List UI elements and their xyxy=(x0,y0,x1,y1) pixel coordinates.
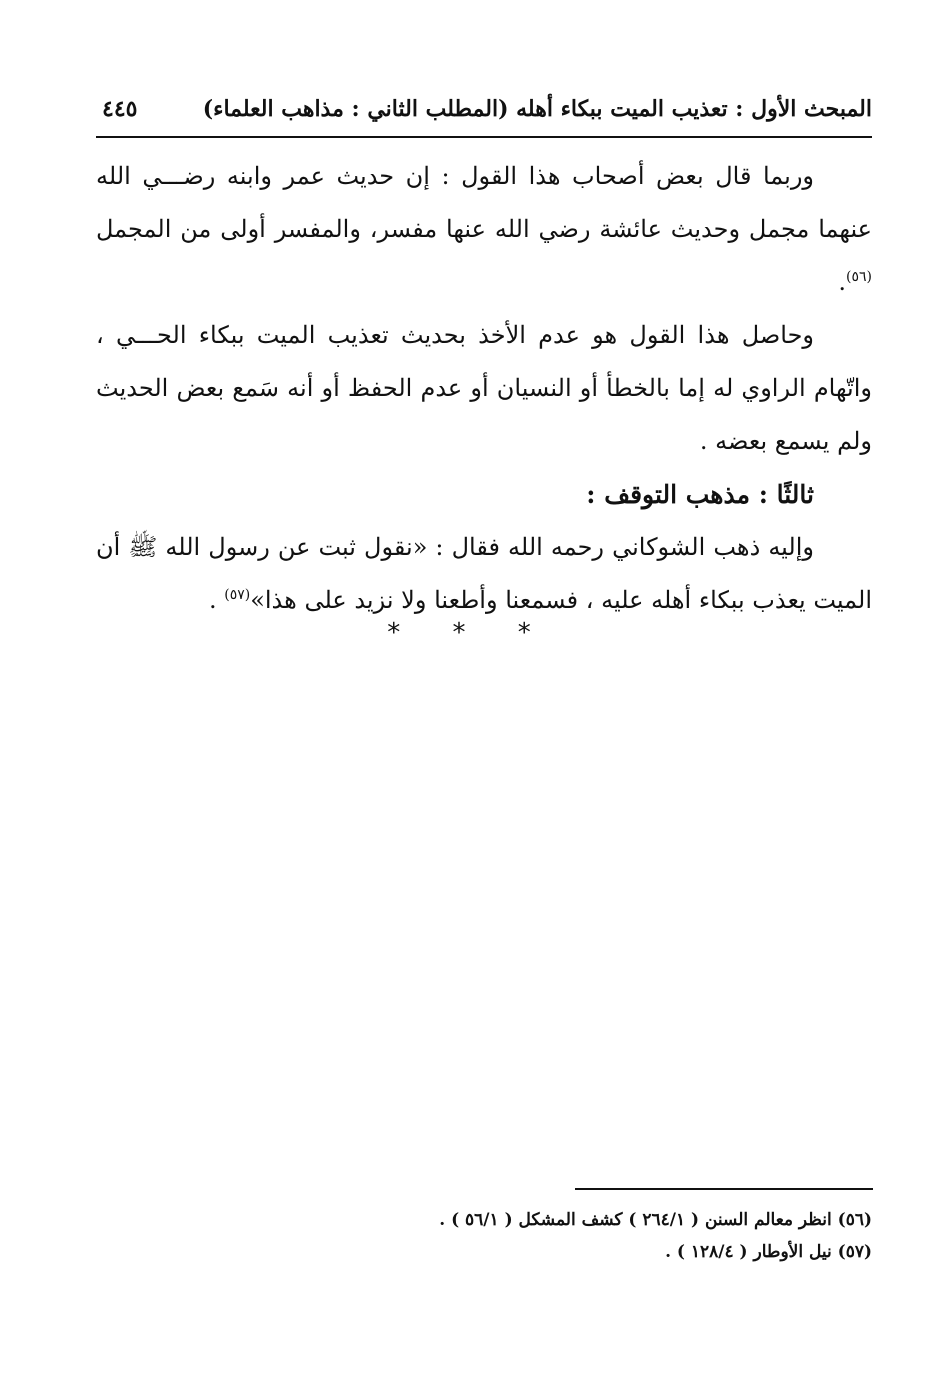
paragraph-text: وربما قال بعض أصحاب هذا القول : إن حديث عمر وابنه رضـــي الله عنهما مجمل وحديث عائشة رضي الله عنها مفسر، والمفسر أولى من المجمل xyxy=(96,162,872,243)
footnote-rule xyxy=(575,1188,873,1190)
paragraph-text: وإليه ذهب الشوكاني رحمه الله فقال : «نقول ثبت عن رسول الله ﷺ أن الميت يعذب ببكاء أهله عليه ، فسمعنا وأطعنا ولا نزيد على هذا» xyxy=(96,533,872,614)
body-text xyxy=(96,150,872,627)
page-header xyxy=(96,92,872,132)
page-number: ٤٤٥ xyxy=(102,96,138,122)
section-separator: * * * xyxy=(387,618,553,648)
section-heading: ثالثًا : مذهب التوقف : xyxy=(586,480,814,509)
footnote: (٥٦) انظر معالم السنن ( ٢٦٤/١ ) كشف المشكل ( ٥٦/١ ) . xyxy=(439,1210,872,1230)
header-rule xyxy=(96,136,872,138)
paragraph-end: . xyxy=(208,586,225,614)
footnote-ref: (٥٦) xyxy=(846,269,872,285)
footnotes xyxy=(96,1204,872,1268)
paragraph: وحاصل هذا القول هو عدم الأخذ بحديث تعذيب الميت ببكاء الحـــي ، واتّهام الراوي له إما بالخطأ أو النسيان أو عدم الحفظ أو أنه سَمع بعض الحديث ولم يسمع بعضه . xyxy=(96,321,872,455)
footnote: (٥٧) نيل الأوطار ( ١٢٨/٤ ) . xyxy=(665,1242,872,1262)
running-head: المبحث الأول : تعذيب الميت ببكاء أهله (المطلب الثاني : مذاهب العلماء) xyxy=(202,96,872,122)
paragraph-end: . xyxy=(838,268,847,296)
footnote-ref: (٥٧) xyxy=(224,587,251,603)
paragraph xyxy=(96,521,872,627)
paragraph xyxy=(96,150,872,309)
